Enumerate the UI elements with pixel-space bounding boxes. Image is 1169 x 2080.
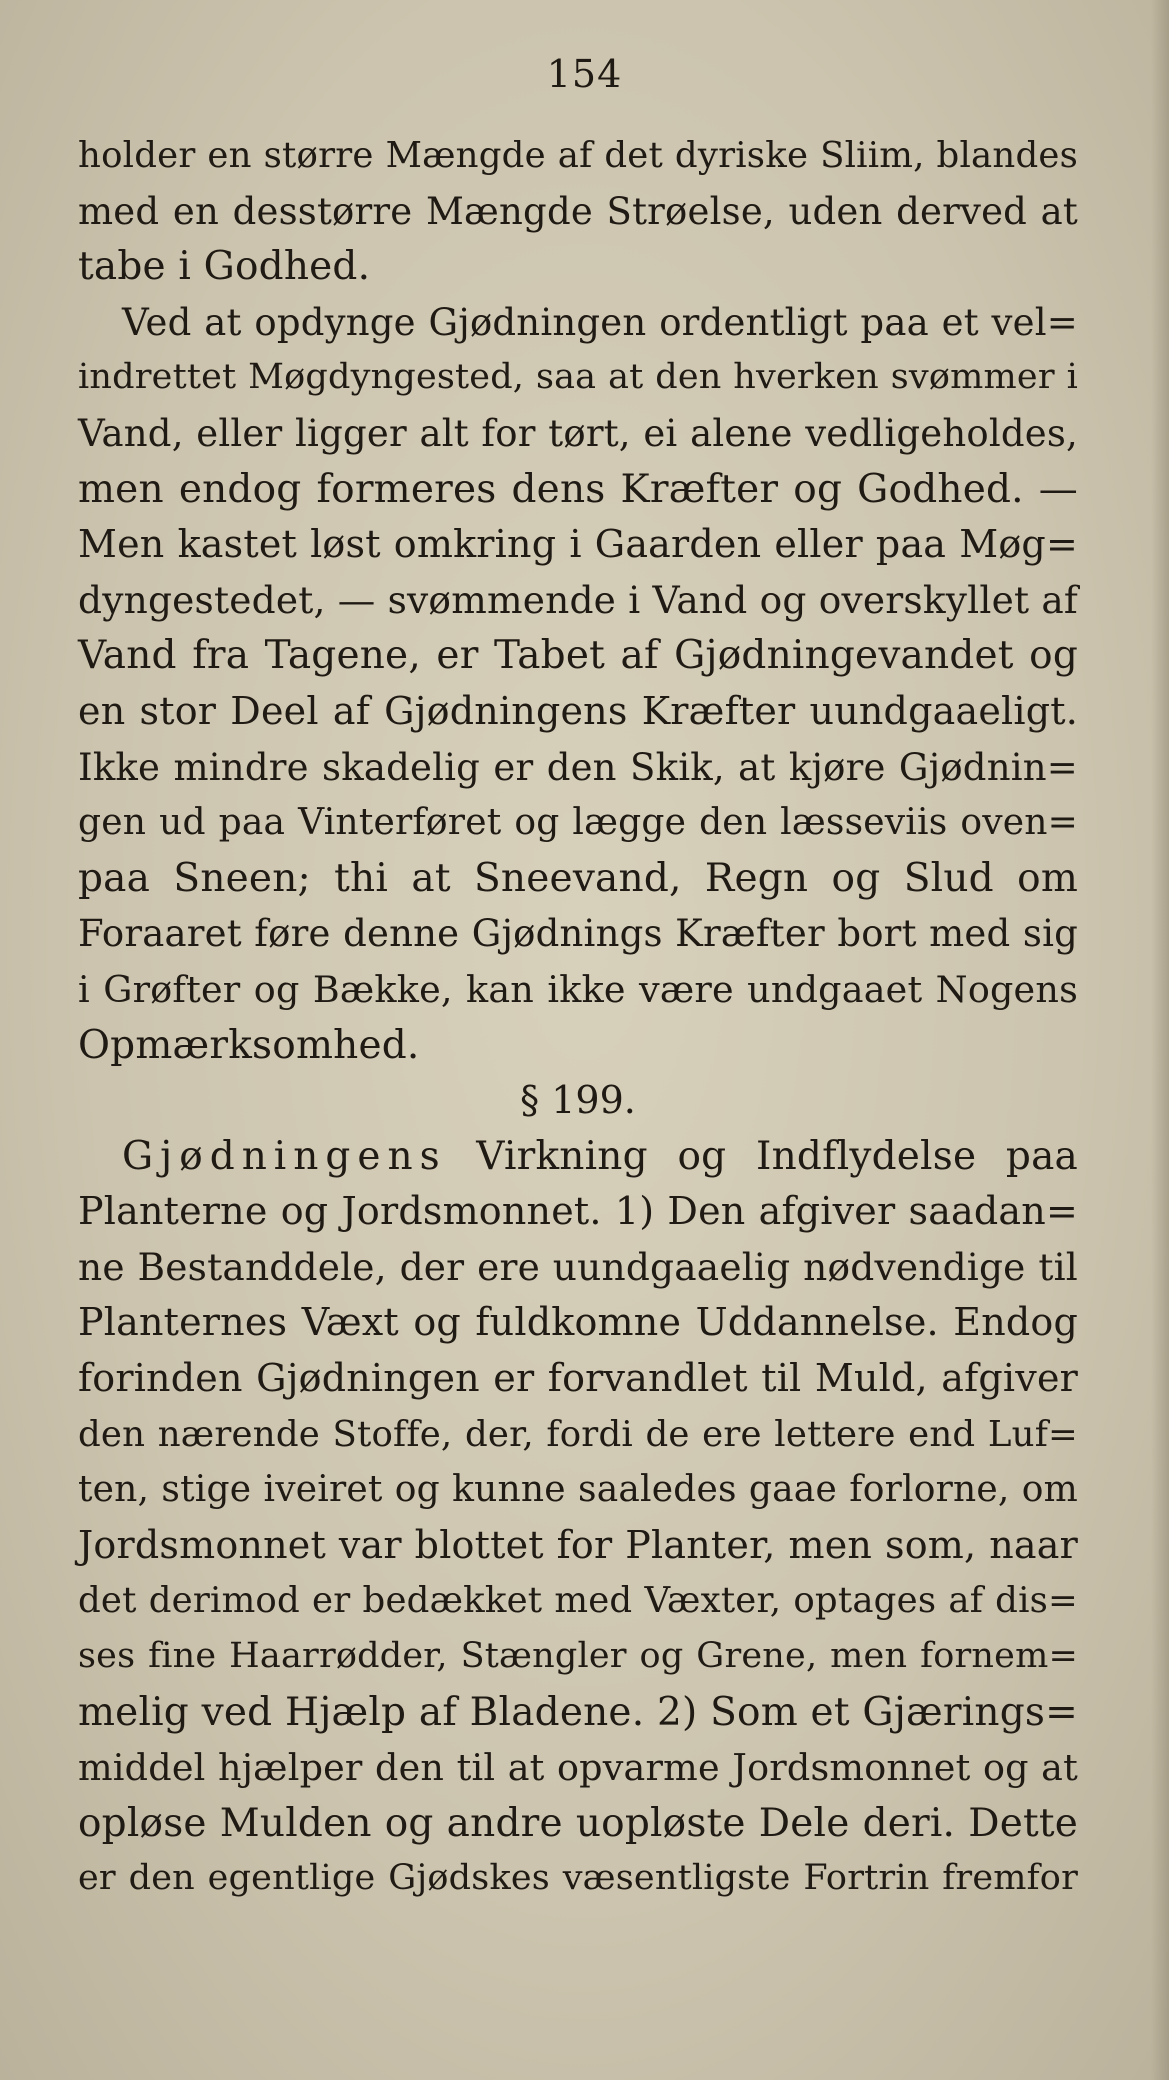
text-line: Opmærksomhed. [78, 1022, 420, 1068]
text-line: middel hjælper den til at opvarme Jordsmonnet og at [78, 1746, 1078, 1790]
text-line: med en desstørre Mængde Strøelse, uden derved at [78, 189, 1078, 233]
text-line: det derimod er bedækket med Væxter, optages af dis= [78, 1580, 1078, 1622]
text-line: ten, stige iveiret og kunne saaledes gaae forlorne, om [78, 1469, 1078, 1511]
text-line: den nærende Stoffe, der, fordi de ere lettere end Luf= [78, 1413, 1078, 1455]
text-line: ne Bestanddele, der ere uundgaaelig nødvendige til [78, 1244, 1078, 1289]
text-line: Planternes Væxt og fuldkomne Uddannelse. Endog [78, 1300, 1078, 1345]
paragraph-first-line: Ved at opdynge Gjødningen ordentligt paa et vel= [122, 300, 1078, 344]
text-line: Planterne og Jordsmonnet. 1) Den afgiver saadan= [78, 1189, 1078, 1234]
body-text [78, 128, 1078, 1907]
section-first-line [78, 1129, 1078, 1185]
text-line: Foraaret føre denne Gjødnings Kræfter bort med sig [78, 912, 1078, 956]
section-first-line-rest: Virkning og Indflydelse paa [476, 1133, 1078, 1179]
text-line: indrettet Møgdyngested, saa at den hverken svømmer i [78, 357, 1078, 398]
text-line: i Grøfter og Bække, kan ikke være undgaaet Nogens [78, 967, 1078, 1011]
text-line: Ikke mindre skadelig er den Skik, at kjøre Gjødnin= [78, 745, 1078, 789]
text-line: opløse Mulden og andre uopløste Dele deri. Dette [78, 1800, 1078, 1846]
text-line: Men kastet løst omkring i Gaarden eller paa Møg= [78, 522, 1078, 567]
text-line: tabe i Godhed. [78, 244, 371, 290]
text-line: forinden Gjødningen er forvandlet til Muld, afgiver [78, 1356, 1078, 1401]
section-title-word: Gjødningens [122, 1133, 447, 1179]
page-edge-shadow [1151, 0, 1169, 2080]
text-line: dyngestedet, — svømmende i Vand og overskyllet af [78, 577, 1078, 622]
text-line: Vand, eller ligger alt for tørt, ei alene vedligeholdes, [78, 411, 1078, 455]
section-heading: § 199. [520, 1078, 636, 1123]
text-line: er den egentlige Gjødskes væsentligste Fortrin fremfor [78, 1858, 1078, 1899]
text-line: Jordsmonnet var blottet for Planter, men som, naar [78, 1522, 1078, 1567]
text-line: holder en større Mængde af det dyriske Sliim, blandes [78, 135, 1078, 176]
text-line: men endog formeres dens Kræfter og Godhed. — [78, 466, 1078, 512]
text-line: gen ud paa Vinterføret og lægge den læsseviis oven= [78, 802, 1078, 844]
text-line: paa Sneen; thi at Sneevand, Regn og Slud om [78, 855, 1078, 901]
text-line: melig ved Hjælp af Bladene. 2) Som et Gjærings= [78, 1689, 1078, 1735]
text-line: ses fine Haarrødder, Stængler og Grene, men fornem= [78, 1636, 1078, 1677]
page-number: 154 [546, 52, 623, 96]
text-line: en stor Deel af Gjødningens Kræfter uundgaaeligt. [78, 688, 1078, 733]
text-line: Vand fra Tagene, er Tabet af Gjødningevandet og [78, 633, 1078, 679]
